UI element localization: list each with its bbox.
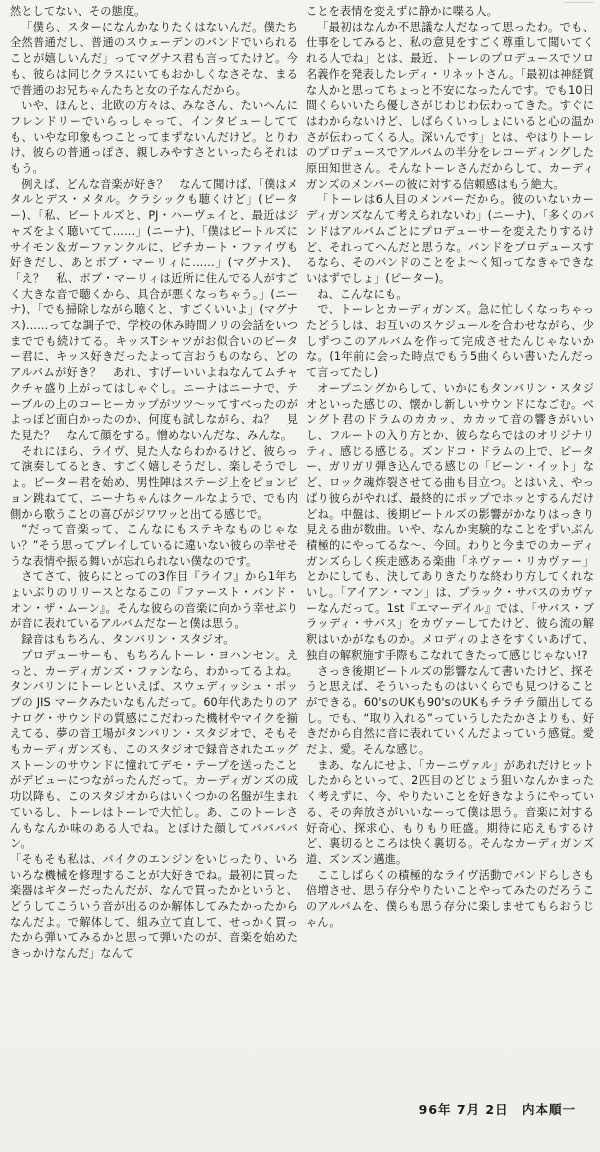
right-column-paragraph: ことを表情を変えずに静かに喋る人。 <box>306 5 498 18</box>
left-column-paragraph: プロデューサーも、もちろんトーレ・ヨハンセン。えっと、カーディガンズ・ファンなら、わかってるよね。タンバリンにトーレといえば、スウェディッシュ・ポップの JIS マークみたいなもんだって。60年代あたりのアナログ・サウンドの質感にこだわった機材やマイクを揃えてる、夢の音工場がタンバリン・スタジオで、そもそもカーディガンズも、このスタジオで録音されたエッグストーンのサウンドに憧れてデモ・テープを送ったことがデビューにつながったんだって。カーディガンズの成功以降も、このスタジオからはいくつかの名盤が生まれているし、トーレはトーレで大忙し。あ、このトーレさんもなんか味のある人でね。とぼけた顔してババババン。 <box>10 648 298 851</box>
left-column-paragraph: 例えば、どんな音楽が好き？ なんて聞けば、「僕はメタルとデス・メタル。クラシックも聴くけど」(ピーター)、「私、ビートルズと、PJ・ハーヴェイと、最近はジャズをよく聴いてて……」(ニーナ)、「僕はビートルズにサイモン＆ガーファンクルに、ピチカート・ファイヴも好きだし、あとボブ・マーリィに……」(マグナス)、「え？ 私、ボブ・マーリィは近所に住んでる人がすごく大きな音で聴くから、具合が悪くなっちゃう。」(ニーナ)、「でも掃除しながら聴くと、すごくいいよ」(マグナス)……ってな調子で、学校の休み時間ノリの会話をいつまででも続けてる。キッスTシャツがお似合いのピーター君に、キッス好きだったよって言おうものなら、どのアルバムが好き？ あれ、すげーいいよねなんてムチャクチャ盛り上がってはしゃぐし。ニーナはニーナで、テーブルの上のコーヒーカップがツツ〜ッてすべったのがよっぽど面白かったのか、何度も試しながら、ね？ 見た見た？ なんて顔をする。憎めないんだな、みんな。 <box>10 177 298 442</box>
right-column-paragraph: さっき後期ビートルズの影響なんて書いたけど、探そうと思えば、そういったものはいくらでも見つけることができる。60'sのUKも90'sのUKもチラチラ顔出してるし。でも、“取り入れる”っていうしたたかさよりも、好きだから自然に音に表れていくんだよっていう感覚。愛だよ、愛。そんな感じ。 <box>306 664 594 757</box>
left-column-paragraph: 然としてない、その態度。 <box>10 5 146 18</box>
left-column-paragraph: それにほら、ライヴ、見た人ならわかるけど、彼らって演奏してるとき、すごく嬉しそうだし、楽しそうでしょ。ピーター君を始め、男性陣はステージ上をピョンピョン跳ねてて、ニーナちゃんはクールなようで、でも内側から歌うことの喜びがジワワッと出てる感じで。 <box>10 444 298 521</box>
right-column-paragraph: ね、こんなにも。 <box>317 287 408 301</box>
right-column-paragraph: 「トーレは6人目のメンバーだから。彼のいないカーディガンズなんて考えられないわ」(ニーナ)、「多くのバンドはアルバムごとにプロデューサーを変えたりするけど、それってへんだと思うな。バンドをプロデュースするなら、そのバンドのことをよ〜く知ってなきゃできないはずでしょ」(ピーター)。 <box>306 193 594 285</box>
signature-line <box>411 1100 576 1118</box>
left-column-paragraph: 録音はもちろん、タンバリン・スタジオ。 <box>21 633 235 647</box>
left-column-paragraph: いや、ほんと、北欧の方々は、みなさん、たいへんにフレンドリーでいらっしゃって、インタビューしてても、いやな印象もつことってまずないんだけど。とりわけ、彼らの普通っぽさ、親しみやすさといったらそれはもう。 <box>10 99 298 176</box>
right-column-paragraph: 「最初はなんか不思議な人だなって思ったわ。でも、仕事をしてみると、私の意見をすごく尊重して聞いてくれる人でね」とは、最近、トーレのプロデュースでソロ名義作を発表したレディ・リネットさん。「最初は神経質な人かと思ってちょっと不安になったんです。でも10日間くらいいたら優しさがじわじわ伝わってきた。すぐにはわからないけど、しばらくいっしょにいると心の温かさが伝わってくる人。深いんです」とは、やはりトーレのプロデュースでアルバムの半分をレコーディングした原田知世さん。そんなトーレさんだからして、カーディガンズのメンバーの彼に対する信頼感はもう絶大。 <box>306 20 594 191</box>
left-column-paragraph: 「僕ら、スターになんかなりたくはないんだ。僕たち全然普通だし、普通のスウェーデンのバンドでいられることが嬉しいんだ」ってマグナス君も言ってたけど。今も、彼らは同じクラスにいてもおかしくなさそな、まるで普通のお兄ちゃんたちと女の子なんだから。 <box>10 20 298 97</box>
right-column-paragraph: ここしばらくの積極的なライヴ活動でバンドらしさも倍増させ、思う存分やりたいことやってみたのだろうこのアルバムを、僕らも思う存分に楽しませてもらおうじゃん。 <box>306 868 594 929</box>
signature-date: 96年 7月 2日 <box>418 1102 509 1117</box>
page-edge-mark <box>564 2 594 11</box>
left-column-paragraph: “だって音楽って、こんなにもステキなものじゃない？”そう思ってプレイしているに違いない彼らの幸せそうな表情や振る舞いが忘れられない僕なのです。 <box>10 523 298 568</box>
left-column-paragraph: さてさて、彼らにとっての3作目『ライフ』から1年ちょいぶりのリリースとなるこの『ファースト・バンド・オン・ザ・ムーン』。そんな彼らの音楽に向かう幸せぶりが音に表れているアルバムだなーと僕は思う。 <box>10 570 298 631</box>
right-column-paragraph: で、トーレとカーディガンズ。急に忙しくなっちゃったどうしは、お互いのスケジュールを合わせながら、少しずつこのアルバムを作って完成させたんじゃないかな。(1年前に会った時点でもう5曲くらい書いたんだって言ってたし) <box>306 303 594 380</box>
left-column-paragraph: 「そもそも私は、バイクのエンジンをいじったり、いろいろな機械を修理することが大好きでね。最初に買った楽器はギターだったんだが、なんで買ったかというと、どうしてこういう音が出るのか解体してみたかったからなんだよ。で解体して、組み立て直して、せっかく買ったから弾いてみるかと思って弾いたのが、音楽を始めたきっかけなんだ」なんて <box>10 852 298 961</box>
right-text-column <box>306 4 594 1108</box>
text-columns <box>10 4 594 1108</box>
left-text-column <box>10 4 298 1108</box>
right-column-paragraph: まあ、なんにせよ、「カーニヴァル」があれだけヒットしたからといって、2匹目のどじょう狙いなんかまったく考えずに、今、やりたいことを好きなようにやっている、その奔放さがいいなーって僕は思う。音楽に対する好奇心、探求心、もりもり旺盛。期待に応えもするけど、裏切るところは快く裏切る。そんなカーディガンズ道、ズンズン邁進。 <box>306 758 594 866</box>
signature-author: 内本順一 <box>521 1102 576 1117</box>
right-column-paragraph: オープニングからして、いかにもタンバリン・スタジオといった感じの、懐かし新しいサウンドになごむ。ベングト君のドラムのカカッ、カカッて音の響きがいいし、フルートの入り方とか、彼らならではのオリジナリティ、感じる感じる。ズンドコ・ドラムの上で、ピーター、ガリガリ弾き込んでる感じの「ビーン・イット」など、ロック魂炸裂させてる曲も目立つ。とはいえ、やっぱり彼らがやれば、最終的にポップでホッとするんだけどね。中盤は、後期ビートルズの影響がかなりはっきり見える曲が数曲。いや、なんか実験的なことをずいぶん積極的にやってるな〜、今回。わりと今までのカーディガンズらしく疾走感ある楽曲「ネヴァー・リカヴァー」とかにしても、決してありきたりな終わり方してくれないし。「アイアン・マン」は、ブラック・サバスのカヴァーなんだって。1st『エマーデイル』では、「サバス・ブラッディ・サバス」をカヴァーしてたけど、彼ら流の解釈はいかがなものか。メロディのよさをすくいあげて、独自の解釈施す手際もこなれてきたって感じじゃない!? <box>306 381 594 662</box>
